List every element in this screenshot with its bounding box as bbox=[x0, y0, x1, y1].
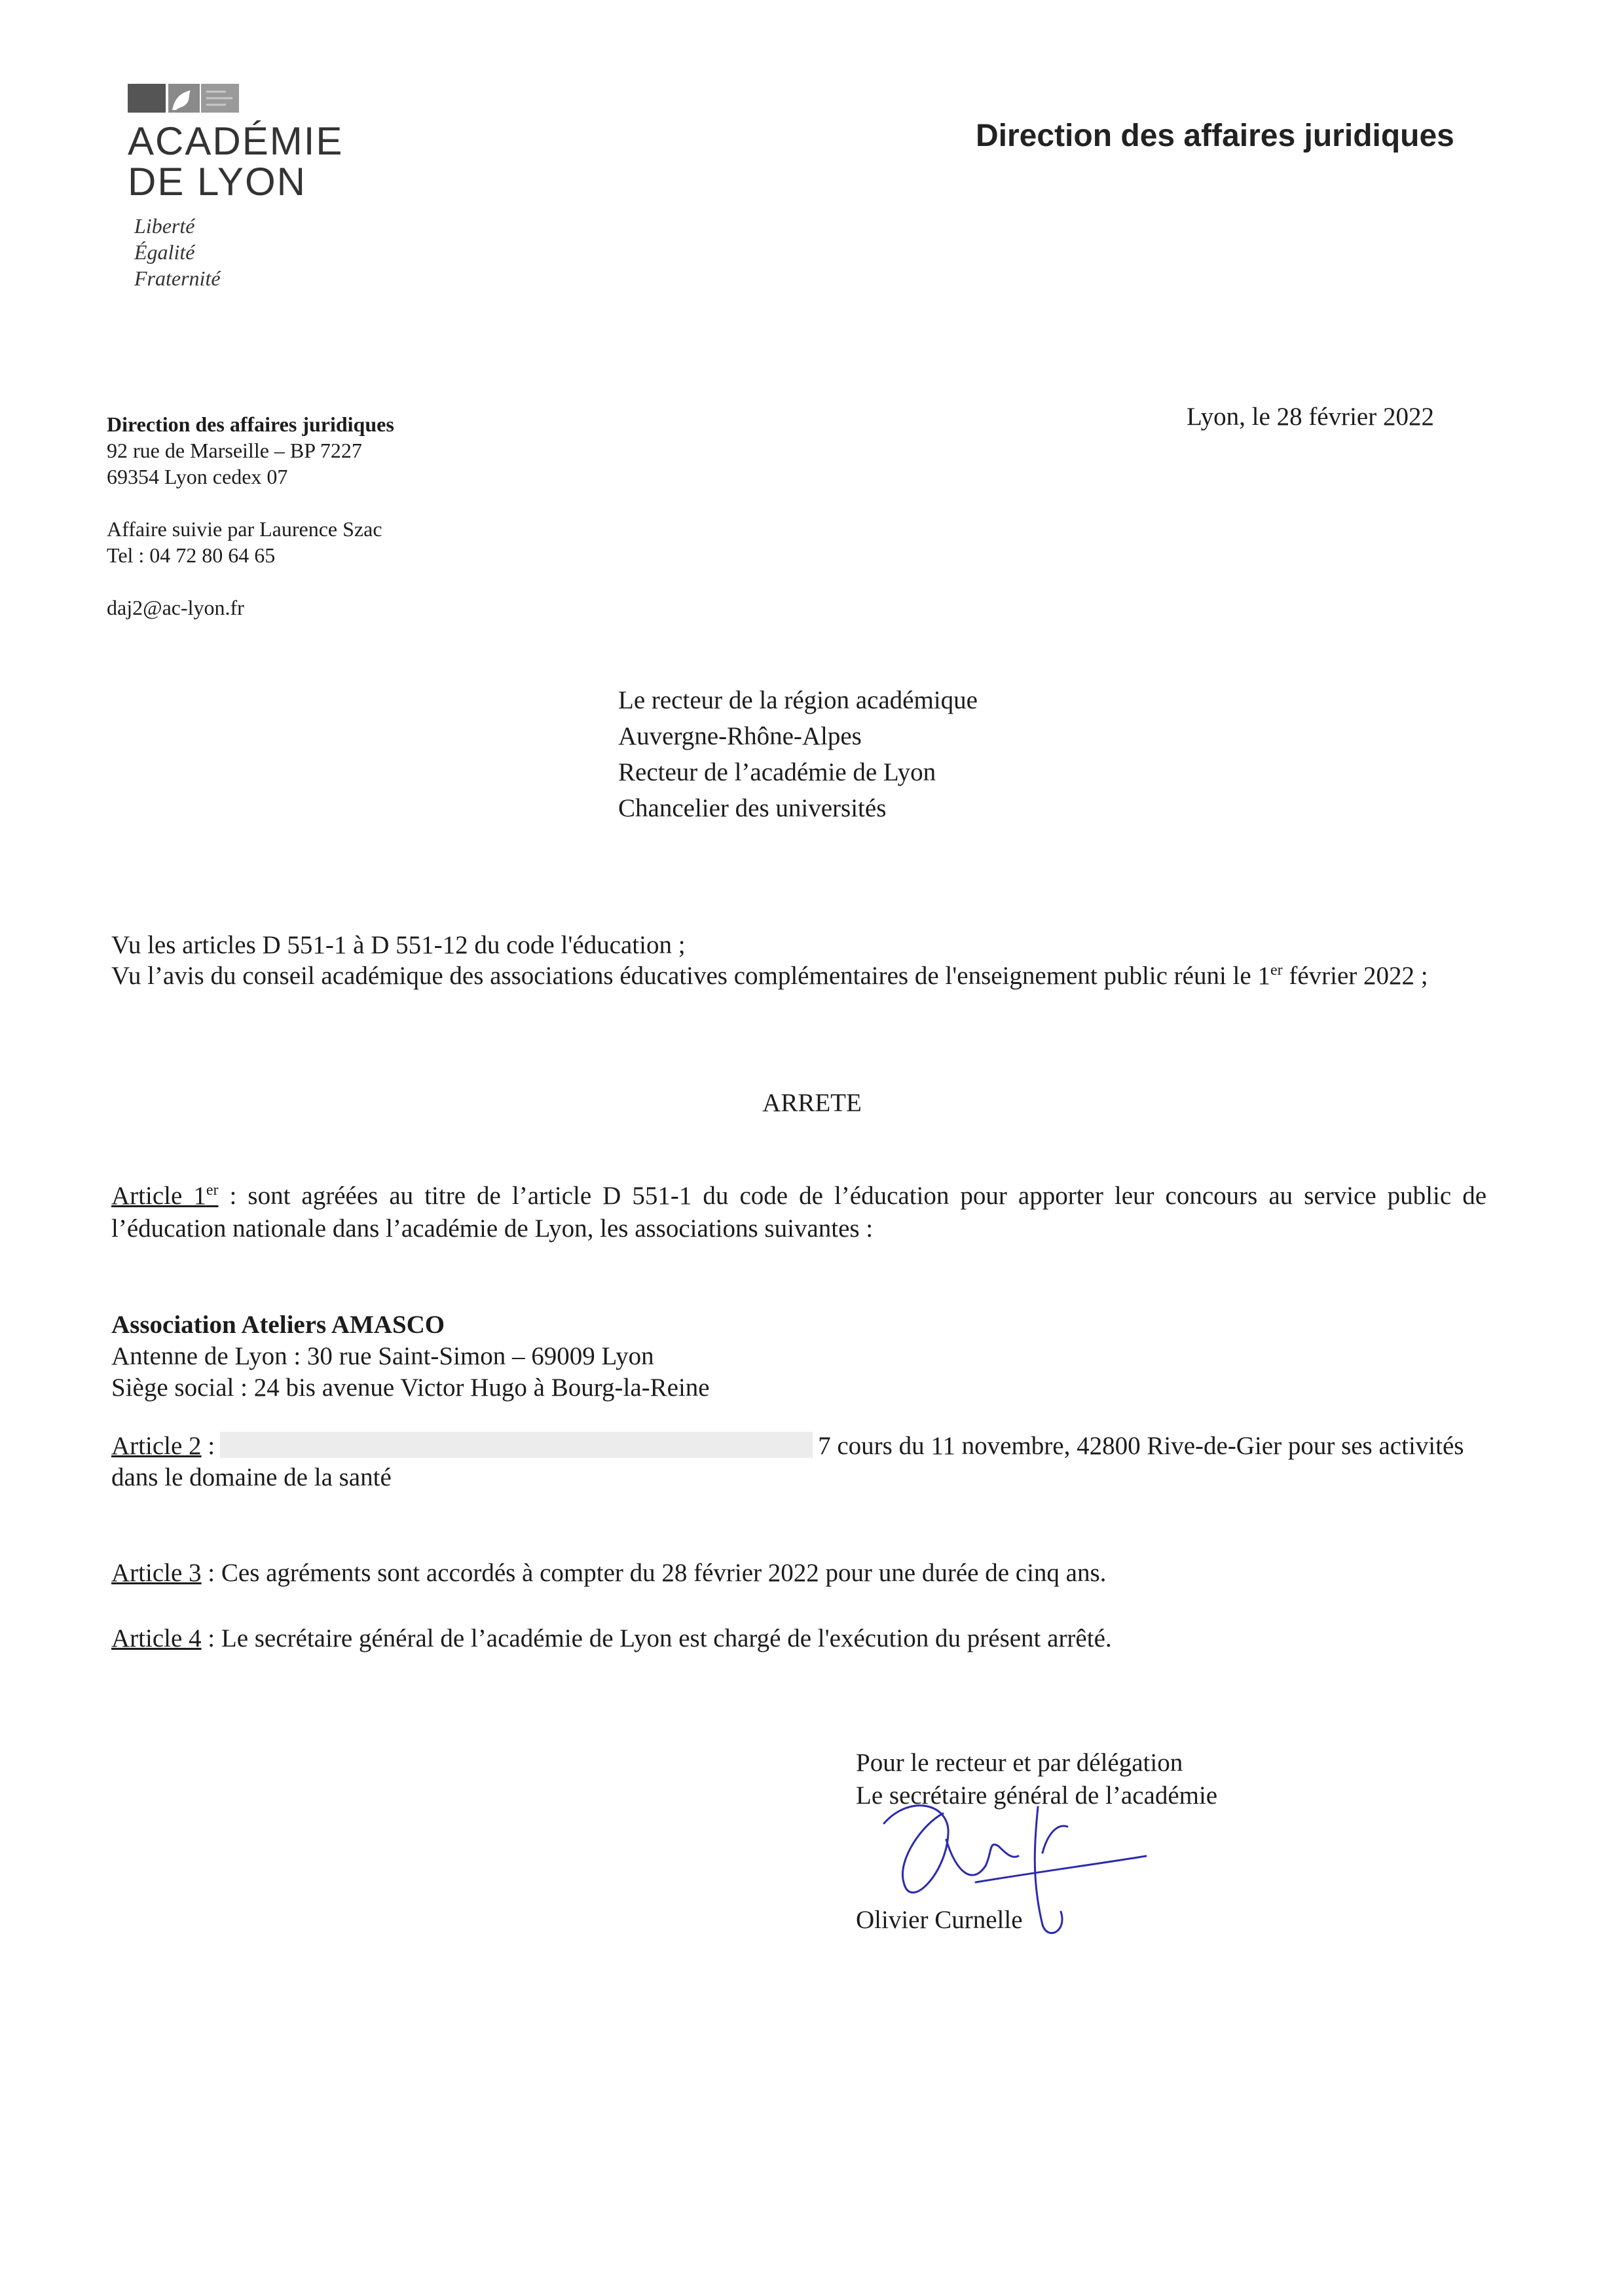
recipient-line4: Chancelier des universités bbox=[618, 794, 887, 822]
article-3-label: Article 3 bbox=[111, 1559, 202, 1587]
motto-liberte: Liberté bbox=[134, 214, 195, 238]
association-name: Association Ateliers AMASCO bbox=[111, 1311, 445, 1339]
association-antenne: Antenne de Lyon : 30 rue Saint-Simon – 69009 Lyon bbox=[111, 1342, 654, 1370]
motto-fraternite: Fraternité bbox=[134, 266, 221, 290]
sender-address-line2: 69354 Lyon cedex 07 bbox=[107, 465, 288, 488]
article-1 bbox=[111, 1180, 1486, 1245]
sender-followed-by: Affaire suivie par Laurence Szac bbox=[107, 517, 382, 541]
considerations bbox=[111, 930, 1486, 991]
article-3-text: : Ces agréments sont accordés à compter du 28 février 2022 pour une durée de cinq ans. bbox=[201, 1559, 1107, 1587]
header-department: Direction des affaires juridiques bbox=[976, 118, 1454, 153]
marianne-emblem-icon bbox=[128, 79, 239, 118]
logo-title-line2: DE LYON bbox=[128, 160, 306, 204]
signature-line1: Pour le recteur et par délégation bbox=[856, 1749, 1183, 1777]
sender-address-line1: 92 rue de Marseille – BP 7227 bbox=[107, 439, 362, 462]
article-3 bbox=[111, 1558, 1106, 1588]
association-siege: Siège social : 24 bis avenue Victor Hugo à Bourg-la-Reine bbox=[111, 1374, 710, 1402]
arrete-heading: ARRETE bbox=[762, 1089, 862, 1117]
signature-line2: Le secrétaire général de l’académie bbox=[856, 1781, 1218, 1810]
recipient-block bbox=[618, 682, 978, 826]
letter-date: Lyon, le 28 février 2022 bbox=[1187, 403, 1434, 431]
recipient-line2: Auvergne-Rhône-Alpes bbox=[618, 722, 862, 750]
article-4-text: : Le secrétaire général de l’académie de Lyon est chargé de l'exécution du présent arrêté. bbox=[201, 1624, 1112, 1652]
article-2-label: Article 2 bbox=[111, 1432, 202, 1460]
recipient-line3: Recteur de l’académie de Lyon bbox=[618, 758, 936, 786]
sender-email: daj2@ac-lyon.fr bbox=[107, 596, 244, 619]
article-1-text: : sont agréées au titre de l’article D 551-1 du code de l’éducation pour apporter leur concours au service public de l’éducation nationale dans l’académie de Lyon, les associations suivantes : bbox=[111, 1182, 1487, 1243]
article-2: Article 2 : 7 cours du 11 novembre, 42800 Rive-de-Gier pour ses activités dans le domaine de la santé bbox=[111, 1432, 1464, 1491]
article-1-label: Article 1er bbox=[111, 1182, 219, 1210]
article-4 bbox=[111, 1624, 1112, 1653]
signer-name: Olivier Curnelle bbox=[856, 1906, 1023, 1934]
vu-articles: Vu les articles D 551-1 à D 551-12 du code l'éducation ; bbox=[111, 931, 686, 959]
logo-title-line1: ACADÉMIE bbox=[128, 119, 344, 163]
academie-logo bbox=[128, 79, 403, 291]
sender-department: Direction des affaires juridiques bbox=[107, 412, 394, 436]
association-block bbox=[111, 1309, 710, 1404]
redaction-box bbox=[220, 1432, 813, 1458]
motto-egalite: Égalité bbox=[134, 240, 195, 264]
vu-avis: Vu l’avis du conseil académique des associations éducatives complémentaires de l'enseignement public réuni le 1er février 2022 ; bbox=[111, 962, 1428, 990]
article-4-label: Article 4 bbox=[111, 1624, 202, 1652]
recipient-line1: Le recteur de la région académique bbox=[618, 686, 978, 714]
sender-block bbox=[107, 411, 394, 621]
sender-tel: Tel : 04 72 80 64 65 bbox=[107, 543, 276, 567]
article-2-text: 7 cours du 11 novembre, 42800 Rive-de-Gier pour ses activités dans le domaine de la santé bbox=[111, 1432, 1464, 1491]
